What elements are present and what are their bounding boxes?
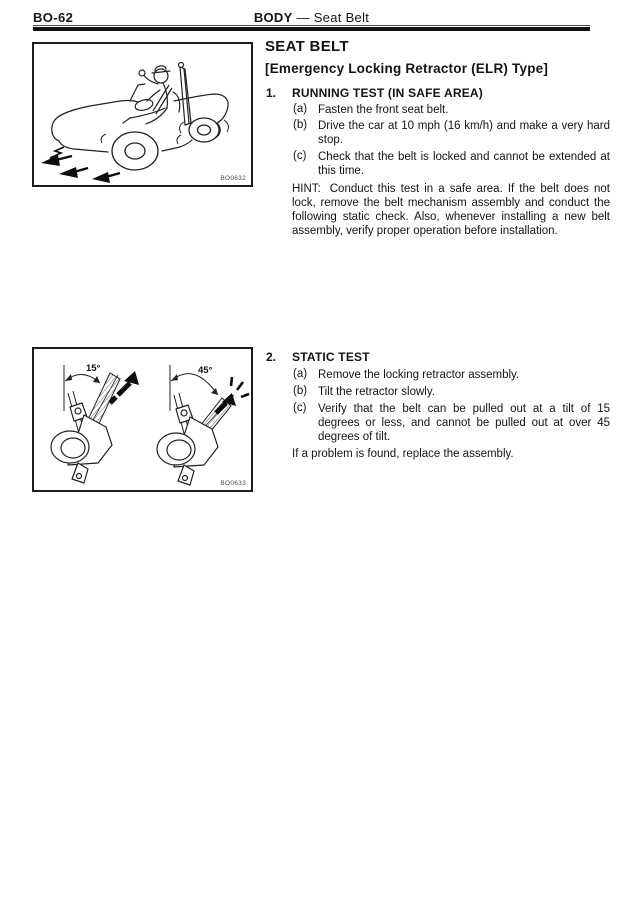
header-rule-thick bbox=[33, 27, 590, 31]
angle-label-right: 45° bbox=[198, 365, 213, 376]
lock-burst bbox=[216, 377, 249, 413]
page-number: BO-62 bbox=[33, 10, 74, 25]
page-subtitle: [Emergency Locking Retractor (ELR) Type] bbox=[265, 61, 549, 76]
figure-code: BO0632 bbox=[220, 175, 246, 182]
wheels bbox=[112, 118, 219, 170]
section-1-number: 1. bbox=[266, 86, 277, 100]
section-2-number: 2. bbox=[266, 350, 277, 364]
step-text: Check that the belt is locked and cannot be extended at this time. bbox=[318, 151, 610, 177]
hint-text: Conduct this test in a safe area. If the belt does not lock, remove the belt mechanism assembly and conduct the following static check. Also, whenever installing a new belt assembly, verify proper operation before installation. bbox=[292, 183, 610, 237]
header-rule-thin bbox=[33, 25, 590, 26]
step-text: Tilt the retractor slowly. bbox=[318, 386, 435, 398]
section-2-note: If a problem is found, replace the assembly. bbox=[292, 448, 514, 460]
chapter-title-rest: — Seat Belt bbox=[296, 10, 370, 25]
step-letter: (c) bbox=[293, 402, 307, 414]
section-1-heading: RUNNING TEST (IN SAFE AREA) bbox=[292, 86, 483, 100]
step-text: Remove the locking retractor assembly. bbox=[318, 369, 520, 381]
chapter-title-bold: BODY bbox=[253, 10, 293, 25]
hint-note bbox=[292, 182, 610, 238]
retractor-tilt-illustration bbox=[34, 349, 251, 490]
step-text: Drive the car at 10 mph (16 km/h) and make a very hard stop. bbox=[318, 120, 610, 146]
page-title: SEAT BELT bbox=[265, 38, 349, 55]
hint-label: HINT: bbox=[292, 183, 321, 195]
step-letter: (a) bbox=[293, 103, 308, 115]
step-letter: (b) bbox=[293, 119, 308, 131]
step-letter: (a) bbox=[293, 368, 308, 380]
angle-label-left: 15° bbox=[86, 363, 101, 374]
driver-figure bbox=[123, 66, 180, 124]
figure-static-test bbox=[32, 347, 253, 492]
step-text: Verify that the belt can be pulled out at a tilt of 15 degrees or less, and cannot be pulled out at over 45 degrees of tilt. bbox=[318, 403, 610, 443]
step-text: Fasten the front seat belt. bbox=[318, 104, 449, 116]
retractor-45deg bbox=[157, 365, 249, 485]
car-braking-illustration bbox=[34, 44, 251, 185]
figure-running-test bbox=[32, 42, 253, 187]
step-letter: (c) bbox=[293, 150, 307, 162]
section-2-heading: STATIC TEST bbox=[292, 350, 370, 364]
retractor-15deg bbox=[51, 363, 139, 483]
step-letter: (b) bbox=[293, 385, 308, 397]
chapter-title bbox=[33, 10, 590, 25]
figure-code: BO0633 bbox=[220, 480, 246, 487]
